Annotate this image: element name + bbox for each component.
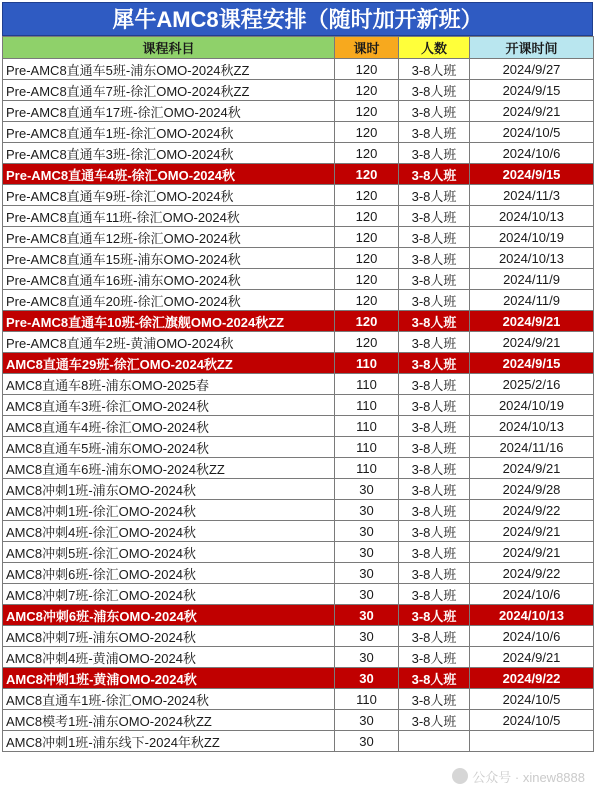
table-row — [3, 185, 594, 206]
table-row — [3, 563, 594, 584]
course-name-cell: Pre-AMC8直通车4班-徐汇OMO-2024秋 — [3, 164, 335, 185]
class-size-cell: 3-8人班 — [399, 416, 470, 437]
start-date-cell: 2024/9/21 — [470, 332, 594, 353]
class-size-cell: 3-8人班 — [399, 647, 470, 668]
hours-cell: 30 — [335, 668, 399, 689]
hours-cell: 120 — [335, 227, 399, 248]
start-date-cell: 2024/10/13 — [470, 605, 594, 626]
table-body — [3, 59, 594, 752]
class-size-cell: 3-8人班 — [399, 269, 470, 290]
table-row — [3, 395, 594, 416]
hours-cell: 120 — [335, 206, 399, 227]
course-name-cell: AMC8冲刺7班-浦东OMO-2024秋 — [3, 626, 335, 647]
course-name-cell: AMC8冲刺1班-浦东OMO-2024秋 — [3, 479, 335, 500]
hours-cell: 120 — [335, 269, 399, 290]
class-size-cell: 3-8人班 — [399, 374, 470, 395]
table-row — [3, 206, 594, 227]
class-size-cell: 3-8人班 — [399, 59, 470, 80]
hours-cell: 120 — [335, 143, 399, 164]
hours-cell: 30 — [335, 542, 399, 563]
hours-cell: 120 — [335, 185, 399, 206]
table-row — [3, 584, 594, 605]
class-size-cell: 3-8人班 — [399, 458, 470, 479]
course-name-cell: AMC8冲刺1班-浦东线下-2024年秋ZZ — [3, 731, 335, 752]
watermark — [452, 766, 585, 786]
start-date-cell — [470, 731, 594, 752]
hours-cell: 30 — [335, 731, 399, 752]
class-size-cell: 3-8人班 — [399, 710, 470, 731]
sheet-title: 犀牛AMC8课程安排（随时加开新班） — [2, 2, 593, 36]
class-size-cell: 3-8人班 — [399, 668, 470, 689]
start-date-cell: 2024/9/22 — [470, 563, 594, 584]
start-date-cell: 2024/9/22 — [470, 668, 594, 689]
course-name-cell: AMC8直通车29班-徐汇OMO-2024秋ZZ — [3, 353, 335, 374]
start-date-cell: 2024/10/13 — [470, 206, 594, 227]
start-date-cell: 2024/9/15 — [470, 164, 594, 185]
start-date-cell: 2024/9/21 — [470, 101, 594, 122]
class-size-cell: 3-8人班 — [399, 500, 470, 521]
table-row — [3, 647, 594, 668]
course-name-cell: AMC8直通车6班-浦东OMO-2024秋ZZ — [3, 458, 335, 479]
table-row — [3, 290, 594, 311]
hours-cell: 30 — [335, 521, 399, 542]
start-date-cell: 2025/2/16 — [470, 374, 594, 395]
course-name-cell: AMC8冲刺5班-徐汇OMO-2024秋 — [3, 542, 335, 563]
header-class-size: 人数 — [399, 37, 470, 59]
start-date-cell: 2024/9/22 — [470, 500, 594, 521]
hours-cell: 120 — [335, 248, 399, 269]
course-name-cell: Pre-AMC8直通车7班-徐汇OMO-2024秋ZZ — [3, 80, 335, 101]
start-date-cell: 2024/11/9 — [470, 290, 594, 311]
table-row — [3, 248, 594, 269]
class-size-cell: 3-8人班 — [399, 80, 470, 101]
start-date-cell: 2024/9/21 — [470, 311, 594, 332]
course-name-cell: AMC8直通车3班-徐汇OMO-2024秋 — [3, 395, 335, 416]
course-name-cell: Pre-AMC8直通车1班-徐汇OMO-2024秋 — [3, 122, 335, 143]
course-name-cell: AMC8直通车4班-徐汇OMO-2024秋 — [3, 416, 335, 437]
class-size-cell: 3-8人班 — [399, 227, 470, 248]
class-size-cell: 3-8人班 — [399, 584, 470, 605]
table-row — [3, 416, 594, 437]
course-name-cell: AMC8冲刺1班-黄浦OMO-2024秋 — [3, 668, 335, 689]
hours-cell: 120 — [335, 101, 399, 122]
course-name-cell: Pre-AMC8直通车9班-徐汇OMO-2024秋 — [3, 185, 335, 206]
class-size-cell: 3-8人班 — [399, 437, 470, 458]
table-row — [3, 605, 594, 626]
hours-cell: 110 — [335, 353, 399, 374]
course-name-cell: AMC8冲刺4班-黄浦OMO-2024秋 — [3, 647, 335, 668]
table-row — [3, 227, 594, 248]
start-date-cell: 2024/10/5 — [470, 689, 594, 710]
class-size-cell: 3-8人班 — [399, 332, 470, 353]
hours-cell: 110 — [335, 416, 399, 437]
table-row — [3, 521, 594, 542]
wechat-logo-icon — [452, 768, 468, 784]
table-row — [3, 269, 594, 290]
header-row — [3, 37, 594, 59]
table-row — [3, 353, 594, 374]
course-name-cell: Pre-AMC8直通车2班-黄浦OMO-2024秋 — [3, 332, 335, 353]
class-size-cell: 3-8人班 — [399, 248, 470, 269]
hours-cell: 30 — [335, 584, 399, 605]
start-date-cell: 2024/10/5 — [470, 122, 594, 143]
class-size-cell: 3-8人班 — [399, 185, 470, 206]
hours-cell: 30 — [335, 710, 399, 731]
hours-cell: 120 — [335, 80, 399, 101]
start-date-cell: 2024/9/21 — [470, 458, 594, 479]
course-name-cell: AMC8冲刺6班-浦东OMO-2024秋 — [3, 605, 335, 626]
hours-cell: 120 — [335, 164, 399, 185]
course-name-cell: Pre-AMC8直通车3班-徐汇OMO-2024秋 — [3, 143, 335, 164]
class-size-cell: 3-8人班 — [399, 689, 470, 710]
hours-cell: 30 — [335, 626, 399, 647]
class-size-cell: 3-8人班 — [399, 626, 470, 647]
table-row — [3, 710, 594, 731]
class-size-cell: 3-8人班 — [399, 122, 470, 143]
class-size-cell: 3-8人班 — [399, 479, 470, 500]
table-row — [3, 101, 594, 122]
header-hours: 课时 — [335, 37, 399, 59]
start-date-cell: 2024/11/3 — [470, 185, 594, 206]
start-date-cell: 2024/10/6 — [470, 143, 594, 164]
course-name-cell: Pre-AMC8直通车10班-徐汇旗舰OMO-2024秋ZZ — [3, 311, 335, 332]
class-size-cell: 3-8人班 — [399, 101, 470, 122]
table-row — [3, 479, 594, 500]
hours-cell: 30 — [335, 647, 399, 668]
course-name-cell: AMC8冲刺7班-徐汇OMO-2024秋 — [3, 584, 335, 605]
table-row — [3, 59, 594, 80]
table-row — [3, 164, 594, 185]
table-row — [3, 626, 594, 647]
start-date-cell: 2024/9/27 — [470, 59, 594, 80]
table-row — [3, 458, 594, 479]
class-size-cell: 3-8人班 — [399, 143, 470, 164]
start-date-cell: 2024/11/9 — [470, 269, 594, 290]
class-size-cell: 3-8人班 — [399, 521, 470, 542]
start-date-cell: 2024/10/19 — [470, 395, 594, 416]
course-name-cell: Pre-AMC8直通车20班-徐汇OMO-2024秋 — [3, 290, 335, 311]
course-name-cell: Pre-AMC8直通车15班-浦东OMO-2024秋 — [3, 248, 335, 269]
hours-cell: 30 — [335, 479, 399, 500]
start-date-cell: 2024/9/15 — [470, 353, 594, 374]
table-row — [3, 668, 594, 689]
course-name-cell: Pre-AMC8直通车12班-徐汇OMO-2024秋 — [3, 227, 335, 248]
course-name-cell: AMC8模考1班-浦东OMO-2024秋ZZ — [3, 710, 335, 731]
class-size-cell: 3-8人班 — [399, 311, 470, 332]
table-row — [3, 80, 594, 101]
header-course-name: 课程科目 — [3, 37, 335, 59]
table-row — [3, 122, 594, 143]
course-name-cell: Pre-AMC8直通车17班-徐汇OMO-2024秋 — [3, 101, 335, 122]
hours-cell: 30 — [335, 605, 399, 626]
course-name-cell: AMC8冲刺6班-徐汇OMO-2024秋 — [3, 563, 335, 584]
watermark-text: 公众号 · xinew8888 — [472, 769, 585, 785]
hours-cell: 120 — [335, 311, 399, 332]
header-start-date: 开课时间 — [470, 37, 594, 59]
course-name-cell: AMC8冲刺4班-徐汇OMO-2024秋 — [3, 521, 335, 542]
course-name-cell: AMC8冲刺1班-徐汇OMO-2024秋 — [3, 500, 335, 521]
class-size-cell: 3-8人班 — [399, 395, 470, 416]
hours-cell: 120 — [335, 59, 399, 80]
table-row — [3, 731, 594, 752]
course-name-cell: Pre-AMC8直通车5班-浦东OMO-2024秋ZZ — [3, 59, 335, 80]
hours-cell: 120 — [335, 332, 399, 353]
table-row — [3, 689, 594, 710]
table-row — [3, 311, 594, 332]
class-size-cell: 3-8人班 — [399, 290, 470, 311]
table-row — [3, 332, 594, 353]
start-date-cell: 2024/9/21 — [470, 647, 594, 668]
start-date-cell: 2024/9/28 — [470, 479, 594, 500]
hours-cell: 120 — [335, 122, 399, 143]
start-date-cell: 2024/10/5 — [470, 710, 594, 731]
start-date-cell: 2024/9/15 — [470, 80, 594, 101]
class-size-cell: 3-8人班 — [399, 542, 470, 563]
table-row — [3, 374, 594, 395]
hours-cell: 110 — [335, 458, 399, 479]
class-size-cell — [399, 731, 470, 752]
start-date-cell: 2024/10/6 — [470, 584, 594, 605]
hours-cell: 30 — [335, 563, 399, 584]
table-row — [3, 437, 594, 458]
schedule-sheet — [2, 2, 593, 752]
hours-cell: 30 — [335, 500, 399, 521]
schedule-table — [2, 36, 594, 752]
course-name-cell: Pre-AMC8直通车11班-徐汇OMO-2024秋 — [3, 206, 335, 227]
class-size-cell: 3-8人班 — [399, 605, 470, 626]
course-name-cell: AMC8直通车8班-浦东OMO-2025春 — [3, 374, 335, 395]
start-date-cell: 2024/10/13 — [470, 248, 594, 269]
hours-cell: 110 — [335, 437, 399, 458]
class-size-cell: 3-8人班 — [399, 563, 470, 584]
class-size-cell: 3-8人班 — [399, 353, 470, 374]
course-name-cell: AMC8直通车5班-浦东OMO-2024秋 — [3, 437, 335, 458]
course-name-cell: Pre-AMC8直通车16班-浦东OMO-2024秋 — [3, 269, 335, 290]
class-size-cell: 3-8人班 — [399, 206, 470, 227]
table-row — [3, 143, 594, 164]
start-date-cell: 2024/10/19 — [470, 227, 594, 248]
table-row — [3, 542, 594, 563]
table-row — [3, 500, 594, 521]
hours-cell: 120 — [335, 290, 399, 311]
hours-cell: 110 — [335, 395, 399, 416]
hours-cell: 110 — [335, 689, 399, 710]
hours-cell: 110 — [335, 374, 399, 395]
start-date-cell: 2024/11/16 — [470, 437, 594, 458]
course-name-cell: AMC8直通车1班-徐汇OMO-2024秋 — [3, 689, 335, 710]
start-date-cell: 2024/9/21 — [470, 542, 594, 563]
class-size-cell: 3-8人班 — [399, 164, 470, 185]
start-date-cell: 2024/10/13 — [470, 416, 594, 437]
start-date-cell: 2024/10/6 — [470, 626, 594, 647]
start-date-cell: 2024/9/21 — [470, 521, 594, 542]
